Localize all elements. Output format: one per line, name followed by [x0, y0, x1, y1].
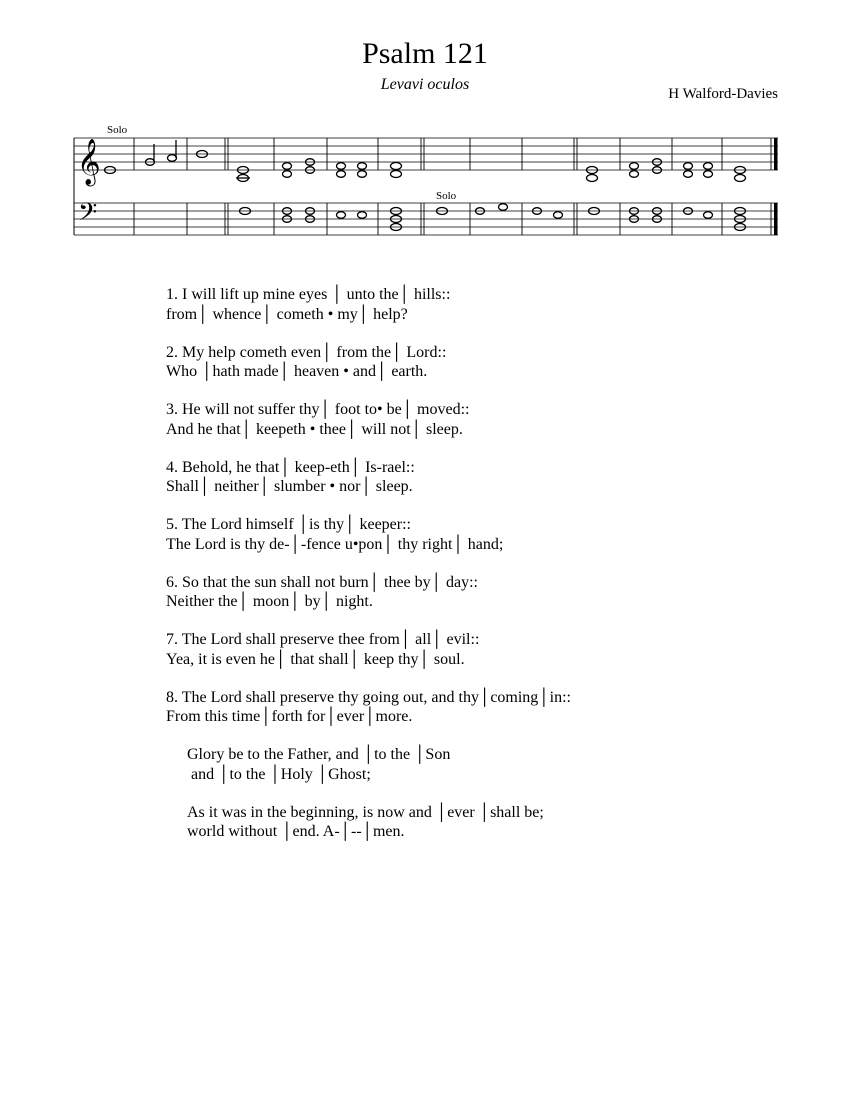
bass-notes — [240, 204, 746, 231]
verse-line: 1. I will lift up mine eyes │ unto the│ hills:: — [166, 286, 451, 303]
solo-label-bass: Solo — [436, 190, 457, 202]
verse-3 — [166, 400, 571, 439]
verse-4 — [166, 458, 571, 497]
verse-line: from│ whence│ cometh • my│ help? — [166, 305, 408, 323]
verse-line: The Lord is thy de-│-fence u•pon│ thy right│ hand; — [166, 535, 504, 553]
gloria-1 — [187, 745, 571, 784]
composer: H Walford-Davies — [668, 86, 778, 102]
verse-line: As it was in the beginning, is now and │ever │shall be; — [187, 803, 544, 821]
solo-label-treble: Solo — [107, 124, 128, 136]
treble-clef-icon: 𝄞 — [77, 139, 101, 184]
verse-line: Who │hath made│ heaven • and│ earth. — [166, 363, 428, 380]
verse-line: Shall│ neither│ slumber • nor│ sleep. — [166, 478, 413, 495]
final-barline — [774, 138, 778, 170]
verse-line: And he that│ keepeth • thee│ will not│ sleep. — [166, 420, 463, 438]
verse-1 — [166, 285, 571, 324]
verse-line: 6. So that the sun shall not burn│ thee by│ day:: — [166, 573, 478, 591]
subtitle: Levavi oculos — [380, 76, 470, 93]
verse-7 — [166, 630, 571, 669]
verse-2 — [166, 343, 571, 382]
psalm-text — [166, 285, 571, 860]
verse-line: 8. The Lord shall preserve thy going out, and thy│coming│in:: — [166, 688, 571, 706]
barlines — [134, 138, 771, 235]
music-score — [0, 0, 850, 260]
verse-line: Neither the│ moon│ by│ night. — [166, 593, 373, 610]
verse-line: 2. My help cometh even│ from the│ Lord:: — [166, 343, 447, 361]
page-title: Psalm 121 — [362, 37, 488, 70]
verse-line: world without │end. A-│--│men. — [187, 823, 405, 840]
verse-line: Glory be to the Father, and │to the │Son — [187, 746, 451, 763]
verse-6 — [166, 573, 571, 612]
verse-5 — [166, 515, 571, 554]
verse-line: and │to the │Holy │Ghost; — [187, 765, 371, 783]
verse-line: Yea, it is even he│ that shall│ keep thy│ soul. — [166, 650, 465, 668]
gloria-2 — [187, 803, 571, 842]
bass-clef-icon: 𝄢 — [78, 199, 98, 232]
verse-8 — [166, 688, 571, 727]
verse-line: 4. Behold, he that│ keep-eth│ Is-rael:: — [166, 458, 415, 476]
verse-line: 5. The Lord himself │is thy│ keeper:: — [166, 516, 411, 533]
verse-line: From this time│forth for│ever│more. — [166, 708, 413, 725]
verse-line: 3. He will not suffer thy│ foot to• be│ moved:: — [166, 401, 470, 418]
verse-line: 7. The Lord shall preserve thee from│ all│ evil:: — [166, 631, 480, 648]
